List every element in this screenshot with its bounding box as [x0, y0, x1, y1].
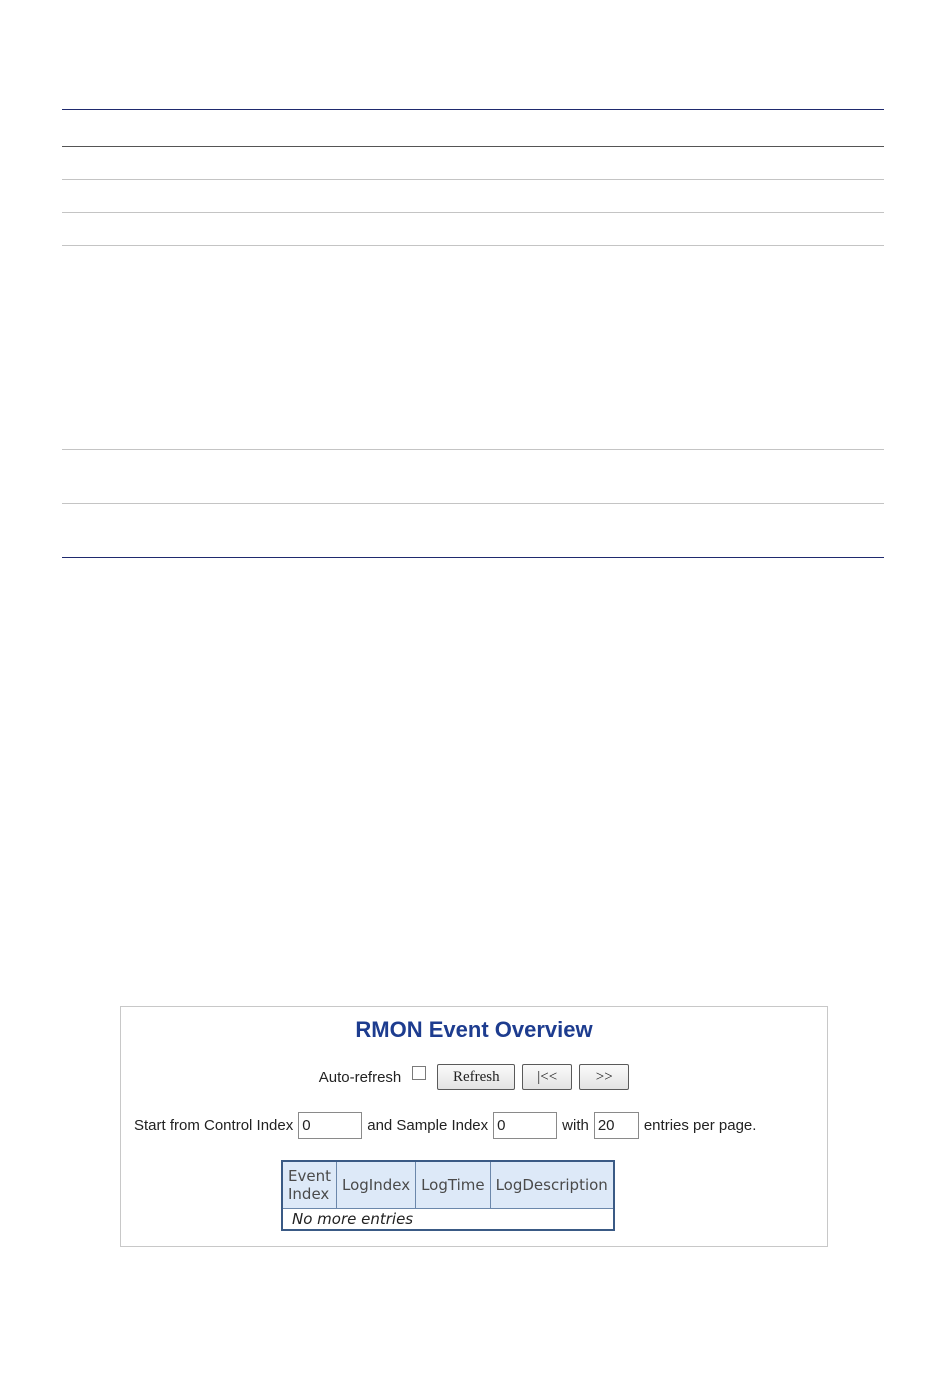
table-header-row: [282, 1161, 614, 1209]
first-page-button[interactable]: |<<: [522, 1064, 572, 1090]
entries-per-page-input[interactable]: [594, 1112, 639, 1139]
sample-index-input[interactable]: [493, 1112, 557, 1139]
header-log-index: LogIndex: [336, 1161, 415, 1209]
row-rule-2: [62, 212, 884, 213]
header-event-index-line1: Event: [288, 1167, 331, 1185]
control-index-input[interactable]: [298, 1112, 362, 1139]
sample-index-label: and Sample Index: [367, 1117, 489, 1134]
page-title: RMON Event Overview: [355, 1017, 593, 1042]
header-event-index: [282, 1161, 336, 1209]
row-rule-4: [62, 449, 884, 450]
header-event-index-line2: Index: [288, 1185, 330, 1203]
top-rule-1: [62, 109, 884, 110]
row-rule-5: [62, 503, 884, 504]
refresh-controls: [121, 1064, 827, 1090]
event-log-table: [281, 1160, 615, 1231]
bottom-rule: [62, 557, 884, 558]
auto-refresh-label: Auto-refresh: [318, 1068, 402, 1086]
paging-controls: [134, 1112, 756, 1139]
row-rule-3: [62, 245, 884, 246]
refresh-button[interactable]: Refresh: [437, 1064, 515, 1090]
with-label: with: [562, 1117, 589, 1134]
start-control-index-label: Start from Control Index: [134, 1117, 294, 1134]
entries-per-page-label: entries per page.: [643, 1117, 757, 1134]
header-log-time: LogTime: [416, 1161, 491, 1209]
header-rule: [62, 146, 884, 147]
auto-refresh-checkbox[interactable]: [412, 1066, 426, 1080]
rmon-event-overview-panel: [120, 1006, 828, 1247]
table-row: [282, 1209, 614, 1231]
empty-message: No more entries: [282, 1209, 614, 1231]
next-page-button[interactable]: >>: [579, 1064, 629, 1090]
row-rule-1: [62, 179, 884, 180]
header-log-description: LogDescription: [490, 1161, 614, 1209]
